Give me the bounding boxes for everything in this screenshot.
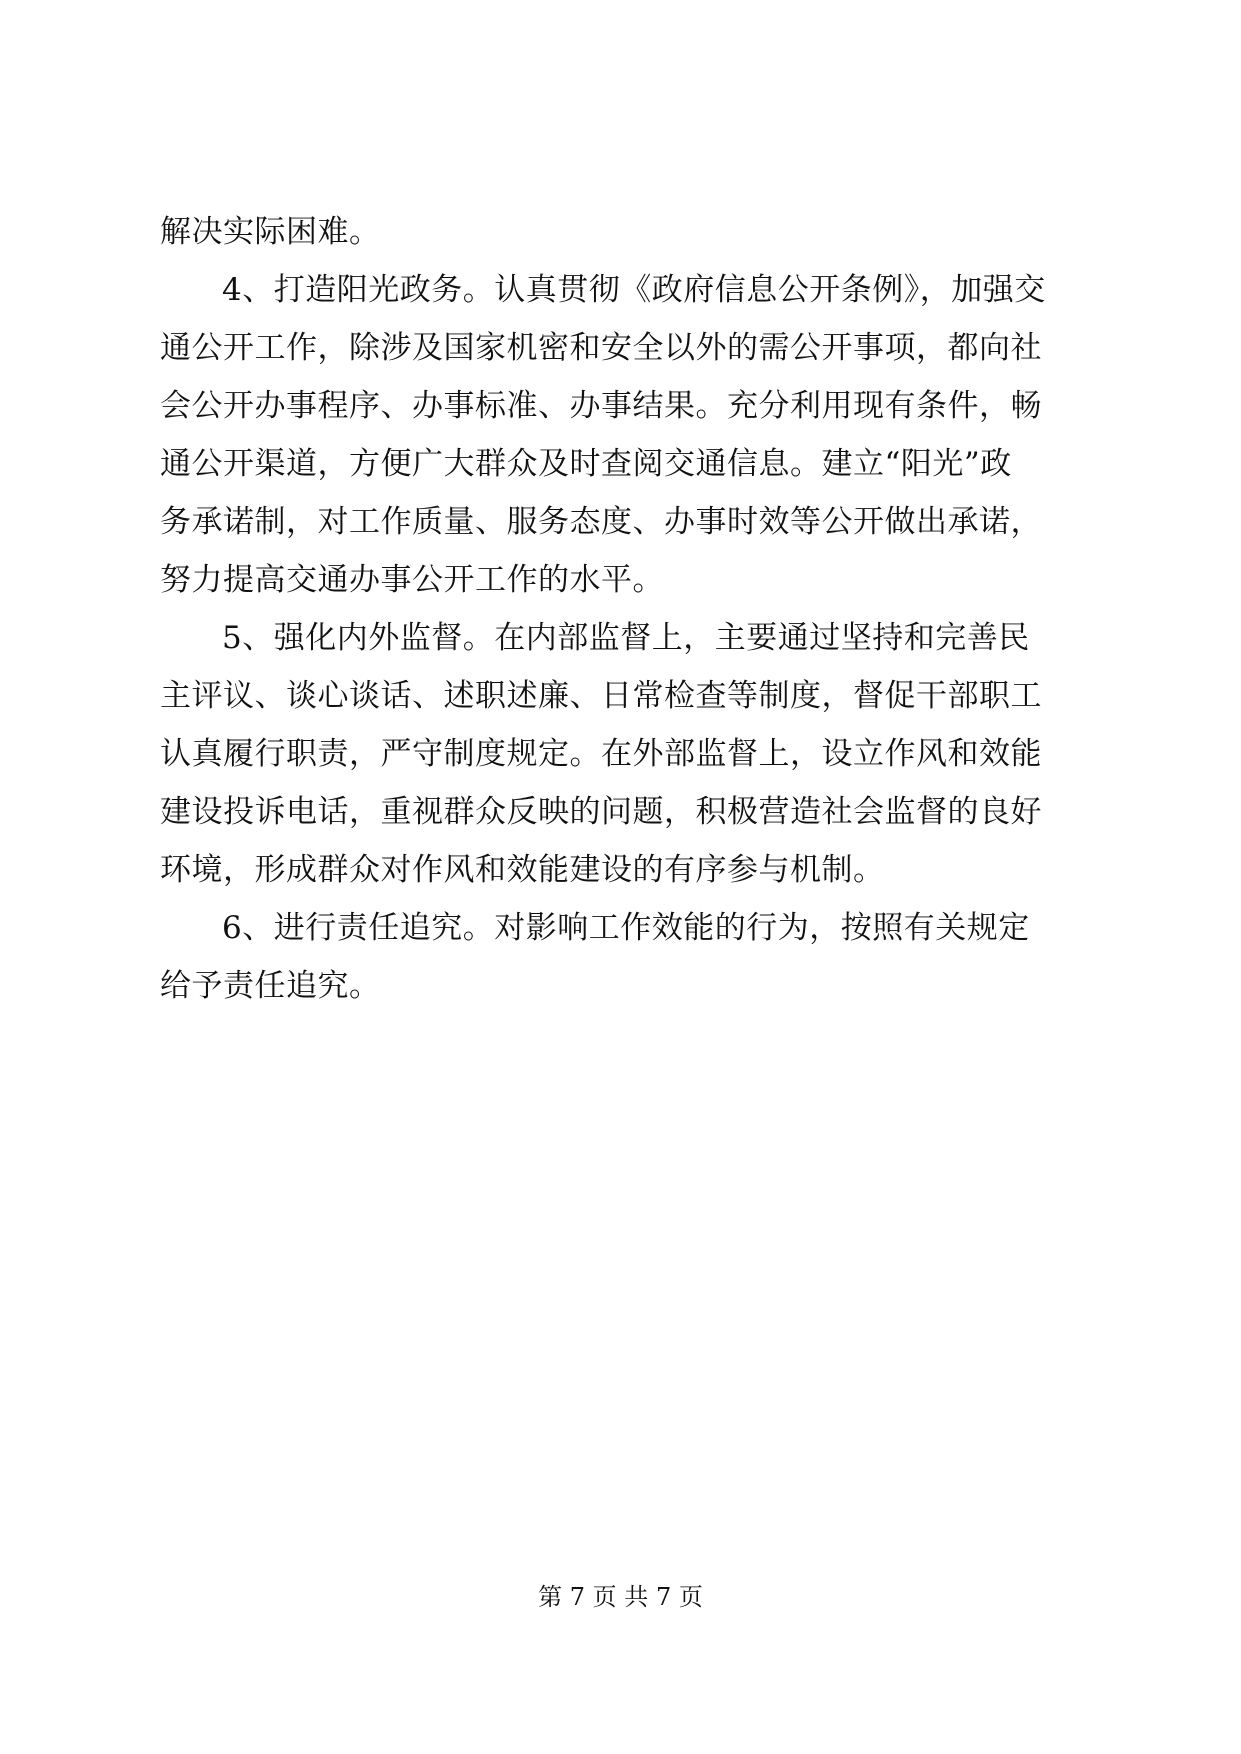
paragraph-item-4 [160, 261, 1080, 609]
paragraph-line: 努力提高交通办事公开工作的水平。 [160, 562, 664, 598]
paragraph-line: 环境，形成群众对作风和效能建设的有序参与机制。 [160, 852, 885, 888]
paragraph-line: 6、进行责任追究。对影响工作效能的行为，按照有关规定 [222, 910, 1030, 946]
paragraph-line: 建设投诉电话，重视群众反映的问题，积极营造社会监督的良好 [160, 794, 1042, 830]
paragraph-line: 解决实际困难。 [160, 214, 381, 250]
paragraph-line: 4、打造阳光政务。认真贯彻《政府信息公开条例》，加强交 [222, 272, 1046, 308]
paragraph-continuation [160, 203, 1080, 261]
paragraph-line: 会公开办事程序、办事标准、办事结果。充分利用现有条件，畅 [160, 388, 1042, 424]
page-footer: 第 7 页 共 7 页 [538, 1583, 703, 1611]
paragraph-line: 给予责任追究。 [160, 968, 381, 1004]
document-body [160, 203, 1080, 1015]
paragraph-line: 认真履行职责，严守制度规定。在外部监督上，设立作风和效能 [160, 736, 1042, 772]
paragraph-line: 务承诺制，对工作质量、服务态度、办事时效等公开做出承诺， [160, 504, 1042, 540]
paragraph-line: 主评议、谈心谈话、述职述廉、日常检查等制度，督促干部职工 [160, 678, 1042, 714]
paragraph-line: 5、强化内外监督。在内部监督上，主要通过坚持和完善民 [222, 620, 1030, 656]
paragraph-item-6 [160, 899, 1080, 1015]
paragraph-line: 通公开工作，除涉及国家机密和安全以外的需公开事项，都向社 [160, 330, 1042, 366]
paragraph-item-5 [160, 609, 1080, 899]
paragraph-line: 通公开渠道，方便广大群众及时查阅交通信息。建立“阳光”政 [160, 446, 1012, 482]
